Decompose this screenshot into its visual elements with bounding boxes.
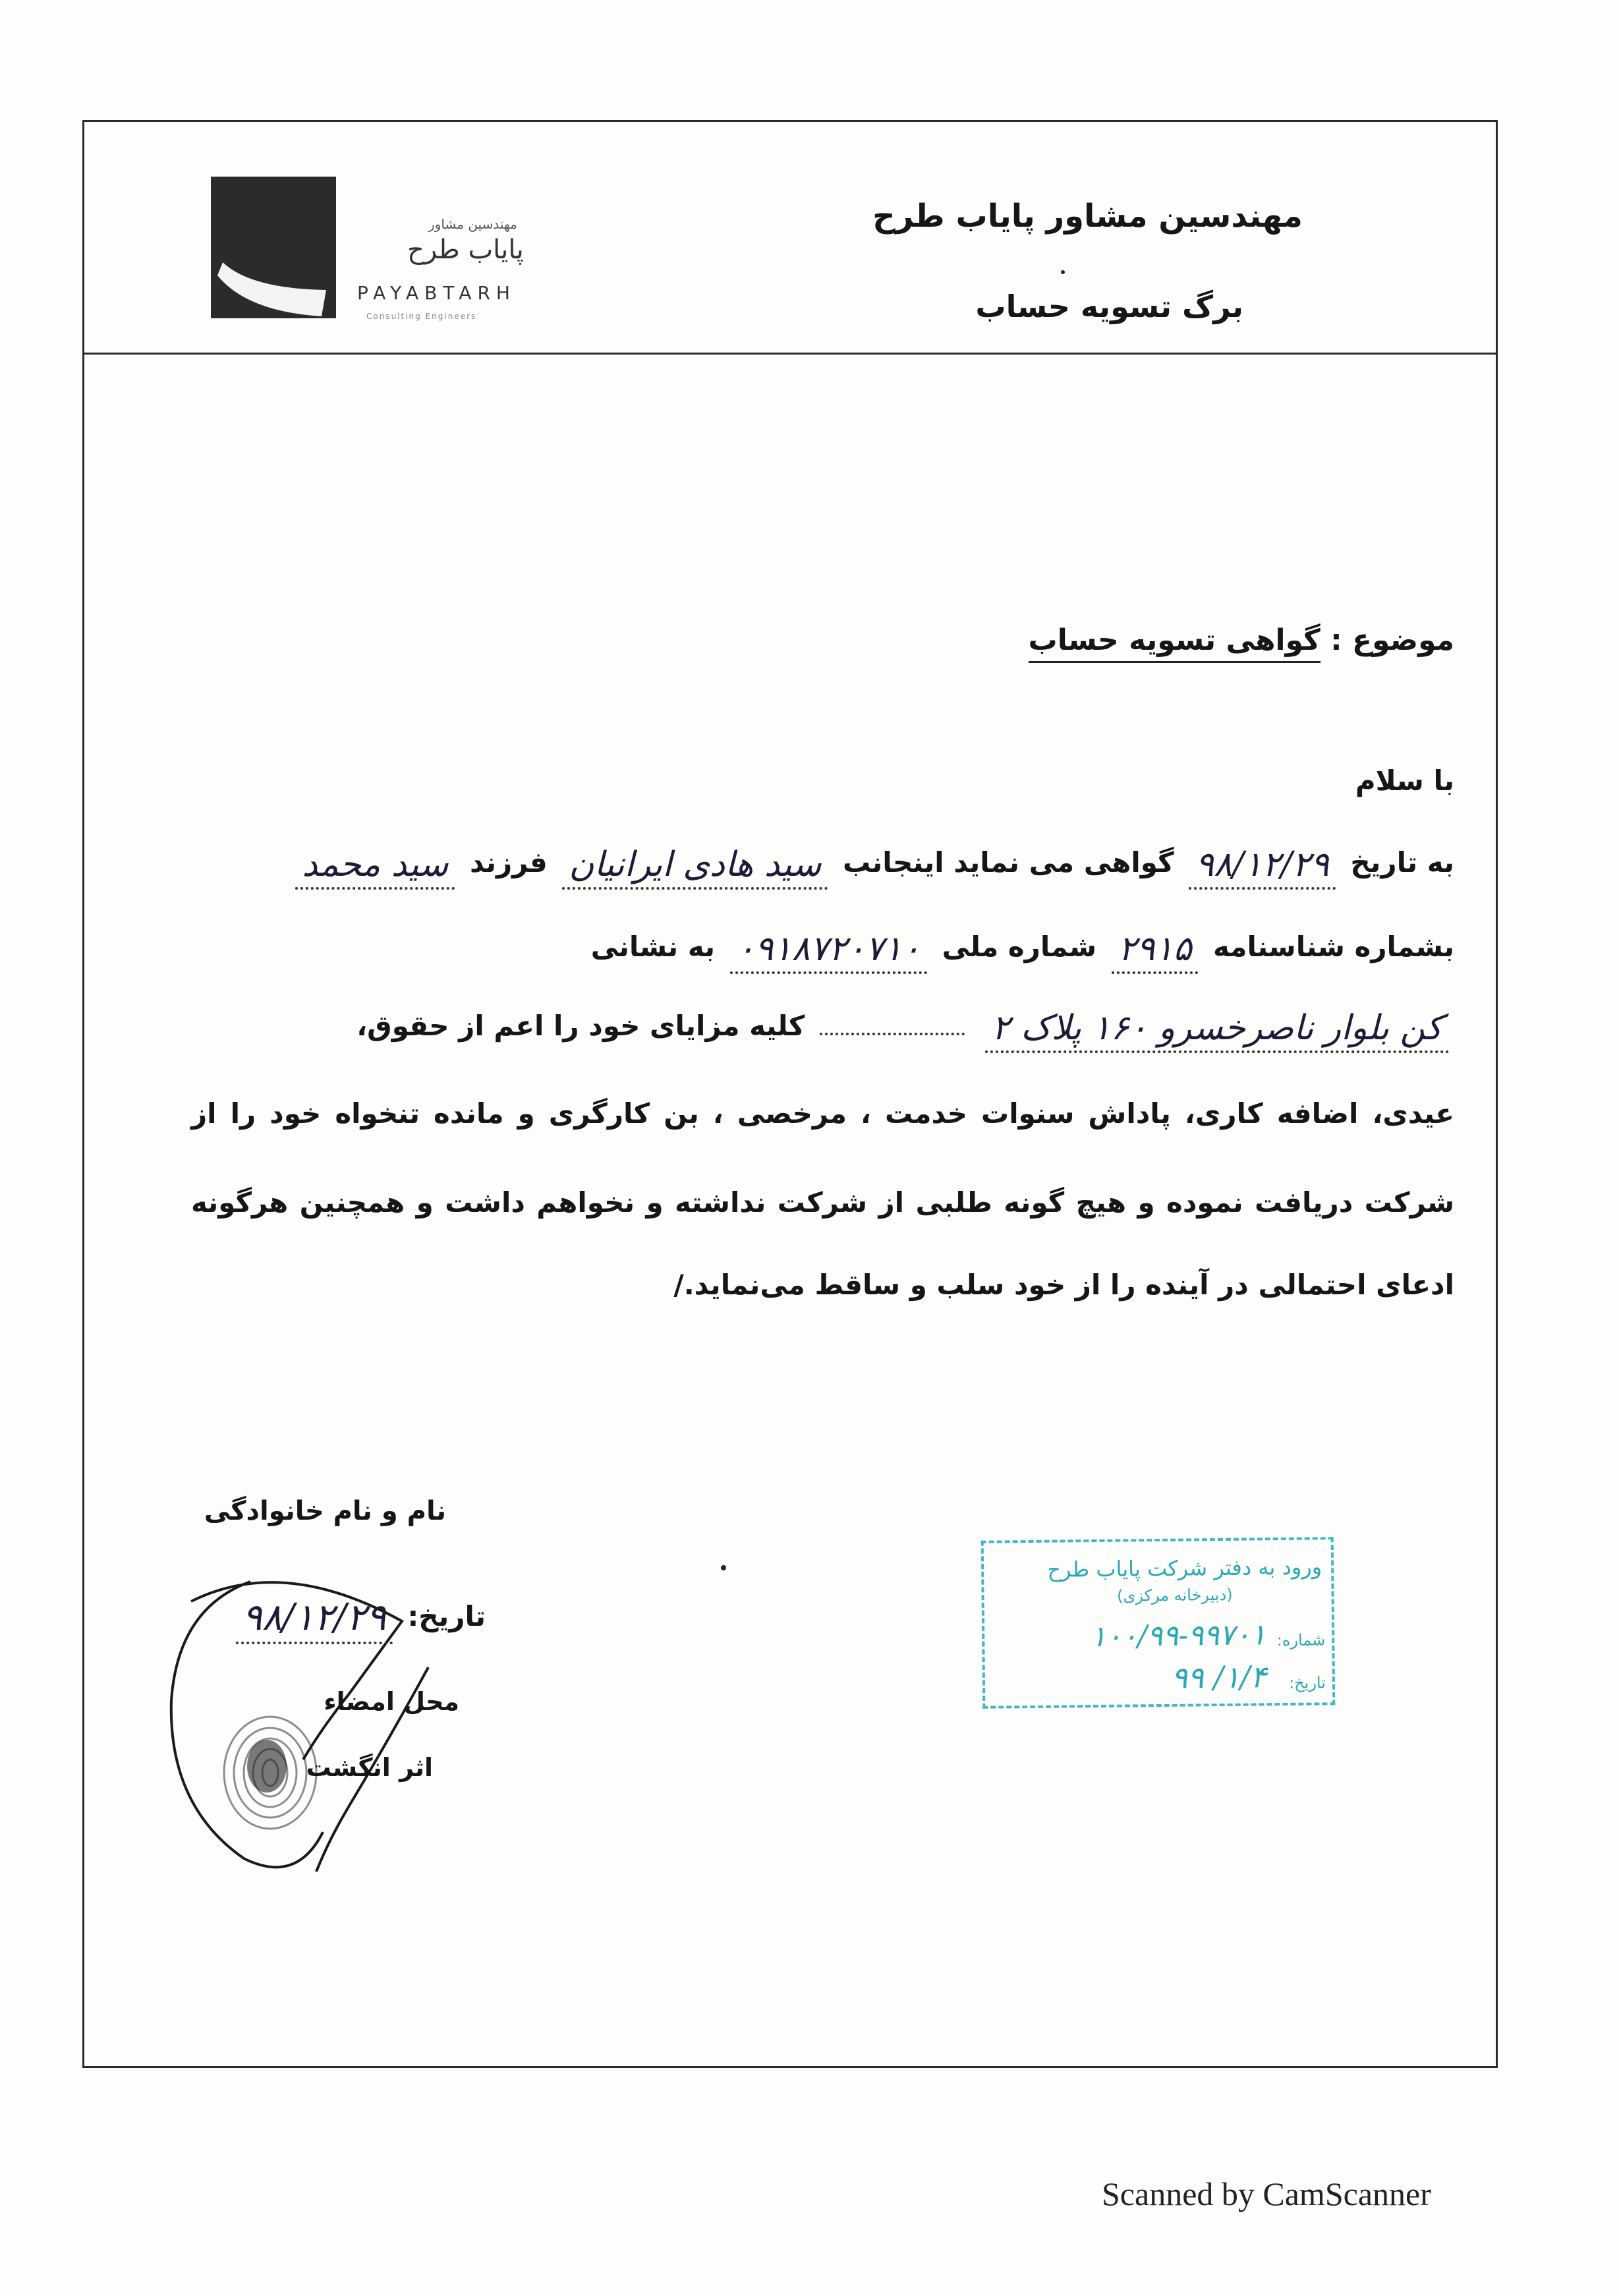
signature-handwritten-date: ۹۸/۱۲/۲۹	[236, 1596, 393, 1644]
logo-mark-icon	[211, 177, 336, 318]
handwritten-national-code: ۰۹۱۸۷۲۰۷۱۰	[730, 929, 927, 974]
stamp-number: ۱۰۰/۹۹-۹۹۷۰۱	[1090, 1618, 1266, 1654]
handwritten-father-name: سید محمد	[295, 845, 455, 890]
fingerprint-label: اثر انگشت	[306, 1753, 433, 1782]
text-date-prefix: به تاریخ	[1350, 846, 1454, 878]
company-logo	[211, 177, 567, 341]
greeting: با سلام	[1355, 764, 1454, 797]
signature-name-label: نام و نام خانوادگی	[204, 1496, 446, 1526]
text-benefits: کلیه مزایای خود را اعم از حقوق،	[356, 1010, 805, 1042]
logo-persian-text: پایاب طرح	[407, 235, 524, 265]
stamp-subtitle: (دبیرخانه مرکزی)	[1116, 1585, 1233, 1605]
stamp-title: ورود به دفتر شرکت پایاب طرح	[1047, 1554, 1322, 1582]
header-dot	[1061, 270, 1065, 274]
office-entry-stamp	[981, 1537, 1336, 1709]
subject-line	[1029, 623, 1454, 657]
form-title: برگ تسویه حساب	[975, 289, 1243, 324]
text-child-of: فرزند	[469, 846, 548, 878]
body-line-4: عیدی، اضافه کاری، پاداش سنوات خدمت ، مرخصی ، بن کارگری و مانده تنخواه خود را از	[191, 1097, 1454, 1130]
body-line-2	[191, 929, 1454, 974]
body-line-6: ادعای احتمالی در آینده را از خود سلب و ساقط می‌نماید./	[673, 1269, 1454, 1301]
logo-tagline: Consulting Engineers	[366, 312, 477, 321]
handwritten-date: ۹۸/۱۲/۲۹	[1189, 845, 1336, 890]
signature-date-line	[231, 1596, 486, 1644]
dotted-fill	[820, 1033, 965, 1035]
stamp-date: ۱/۴/ ۹۹	[1171, 1659, 1267, 1696]
logo-english-text: PAYABTARH	[357, 282, 516, 304]
subject-value: گواهی تسویه حساب	[1029, 623, 1321, 663]
logo-small-text: مهندسین مشاور	[428, 216, 517, 232]
text-certifies: گواهی می نماید اینجانب	[843, 846, 1174, 878]
text-national-code: شماره ملی	[942, 931, 1097, 963]
text-id-number: بشماره شناسنامه	[1213, 931, 1454, 963]
scanner-watermark: Scanned by CamScanner	[1102, 2175, 1431, 2212]
body-line-5: شرکت دریافت نموده و هیچ گونه طلبی از شرکت نداشته و نخواهم داشت و همچنین هرگونه	[191, 1186, 1454, 1219]
body-line-3	[191, 1008, 1454, 1053]
stray-dot	[721, 1565, 726, 1570]
handwritten-name: سید هادی ایرانیان	[562, 845, 828, 890]
handwritten-id-number: ۲۹۱۵	[1112, 929, 1199, 974]
handwritten-address: کن بلوار ناصرخسرو ۱۶۰ پلاک ۲	[985, 1008, 1449, 1053]
subject-label: موضوع :	[1330, 623, 1454, 657]
company-name: مهندسین مشاور پایاب طرح	[872, 198, 1303, 235]
text-address: به نشانی	[590, 931, 716, 963]
stamp-number-label: شماره:	[1276, 1630, 1326, 1650]
stamp-date-label: تاریخ:	[1288, 1673, 1326, 1692]
header-divider	[82, 353, 1498, 355]
signature-place-label: محل امضاء	[324, 1687, 459, 1716]
body-line-1	[191, 845, 1454, 890]
signature-date-label: تاریخ:	[407, 1600, 486, 1632]
